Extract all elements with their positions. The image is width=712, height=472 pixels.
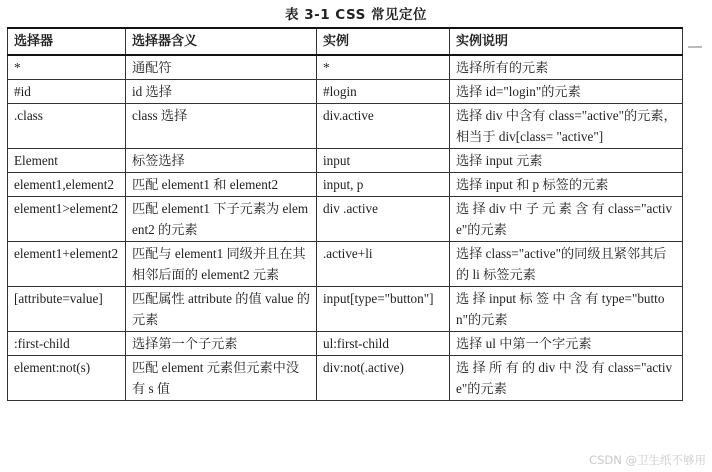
- cell-description: 选择 id="login"的元素: [450, 80, 683, 104]
- cell-selector: element1,element2: [8, 173, 126, 197]
- cell-example: input, p: [317, 173, 450, 197]
- table-row: [8, 173, 683, 197]
- cell-meaning: 匹配 element1 下子元素为 element2 的元素: [126, 197, 317, 242]
- cell-selector: #id: [8, 80, 126, 104]
- cell-example: input[type="button"]: [317, 287, 450, 332]
- cell-meaning: id 选择: [126, 80, 317, 104]
- cell-meaning: 匹配 element 元素但元素中没有 s 值: [126, 356, 317, 401]
- cell-description: 选择 class="active"的同级且紧邻其后的 li 标签元素: [450, 242, 683, 287]
- cell-example: div.active: [317, 104, 450, 149]
- cell-meaning: 匹配 element1 和 element2: [126, 173, 317, 197]
- cell-description: 选择 ul 中第一个字元素: [450, 332, 683, 356]
- cell-meaning: 匹配属性 attribute 的值 value 的元素: [126, 287, 317, 332]
- cell-example: .active+li: [317, 242, 450, 287]
- table-row: [8, 149, 683, 173]
- cell-selector: [attribute=value]: [8, 287, 126, 332]
- table-row: [8, 80, 683, 104]
- cell-example: #login: [317, 80, 450, 104]
- cell-selector: .class: [8, 104, 126, 149]
- cell-meaning: 标签选择: [126, 149, 317, 173]
- css-selector-table: [7, 27, 683, 401]
- table-row: [8, 332, 683, 356]
- cell-selector: element1>element2: [8, 197, 126, 242]
- table-row: [8, 197, 683, 242]
- cell-meaning: 匹配与 element1 同级并且在其相邻后面的 element2 元素: [126, 242, 317, 287]
- cell-meaning: 选择第一个子元素: [126, 332, 317, 356]
- column-header-description: 实例说明: [450, 28, 683, 55]
- cell-selector: Element: [8, 149, 126, 173]
- column-header-meaning: 选择器含义: [126, 28, 317, 55]
- cell-description: 选择 input 和 p 标签的元素: [450, 173, 683, 197]
- cell-example: ul:first-child: [317, 332, 450, 356]
- table-caption: 表 3-1 CSS 常见定位: [285, 7, 427, 23]
- cell-description: 选择所有的元素: [450, 55, 683, 80]
- cell-meaning: class 选择: [126, 104, 317, 149]
- cell-example: *: [317, 55, 450, 80]
- table-row: [8, 104, 683, 149]
- cell-selector: element1+element2: [8, 242, 126, 287]
- table-row: [8, 287, 683, 332]
- cell-meaning: 通配符: [126, 55, 317, 80]
- cell-description: 选择 input 元素: [450, 149, 683, 173]
- table-row: [8, 356, 683, 401]
- table-row: [8, 55, 683, 80]
- cell-description: 选 择 div 中 子 元 素 含 有 class="active"的元素: [450, 197, 683, 242]
- cell-description: 选 择 input 标 签 中 含 有 type="button"的元素: [450, 287, 683, 332]
- cell-selector: *: [8, 55, 126, 80]
- cell-selector: element:not(s): [8, 356, 126, 401]
- column-header-example: 实例: [317, 28, 450, 55]
- cell-example: input: [317, 149, 450, 173]
- scan-mark: [688, 46, 702, 48]
- watermark: CSDN @卫生纸不够用: [589, 453, 706, 467]
- cell-example: div:not(.active): [317, 356, 450, 401]
- cell-description: 选 择 所 有 的 div 中 没 有 class="active"的元素: [450, 356, 683, 401]
- cell-description: 选择 div 中含有 class="active"的元素，相当于 div[class= "active"]: [450, 104, 683, 149]
- cell-selector: :first-child: [8, 332, 126, 356]
- cell-example: div .active: [317, 197, 450, 242]
- column-header-selector: 选择器: [8, 28, 126, 55]
- table-row: [8, 242, 683, 287]
- table-header-row: [8, 28, 683, 55]
